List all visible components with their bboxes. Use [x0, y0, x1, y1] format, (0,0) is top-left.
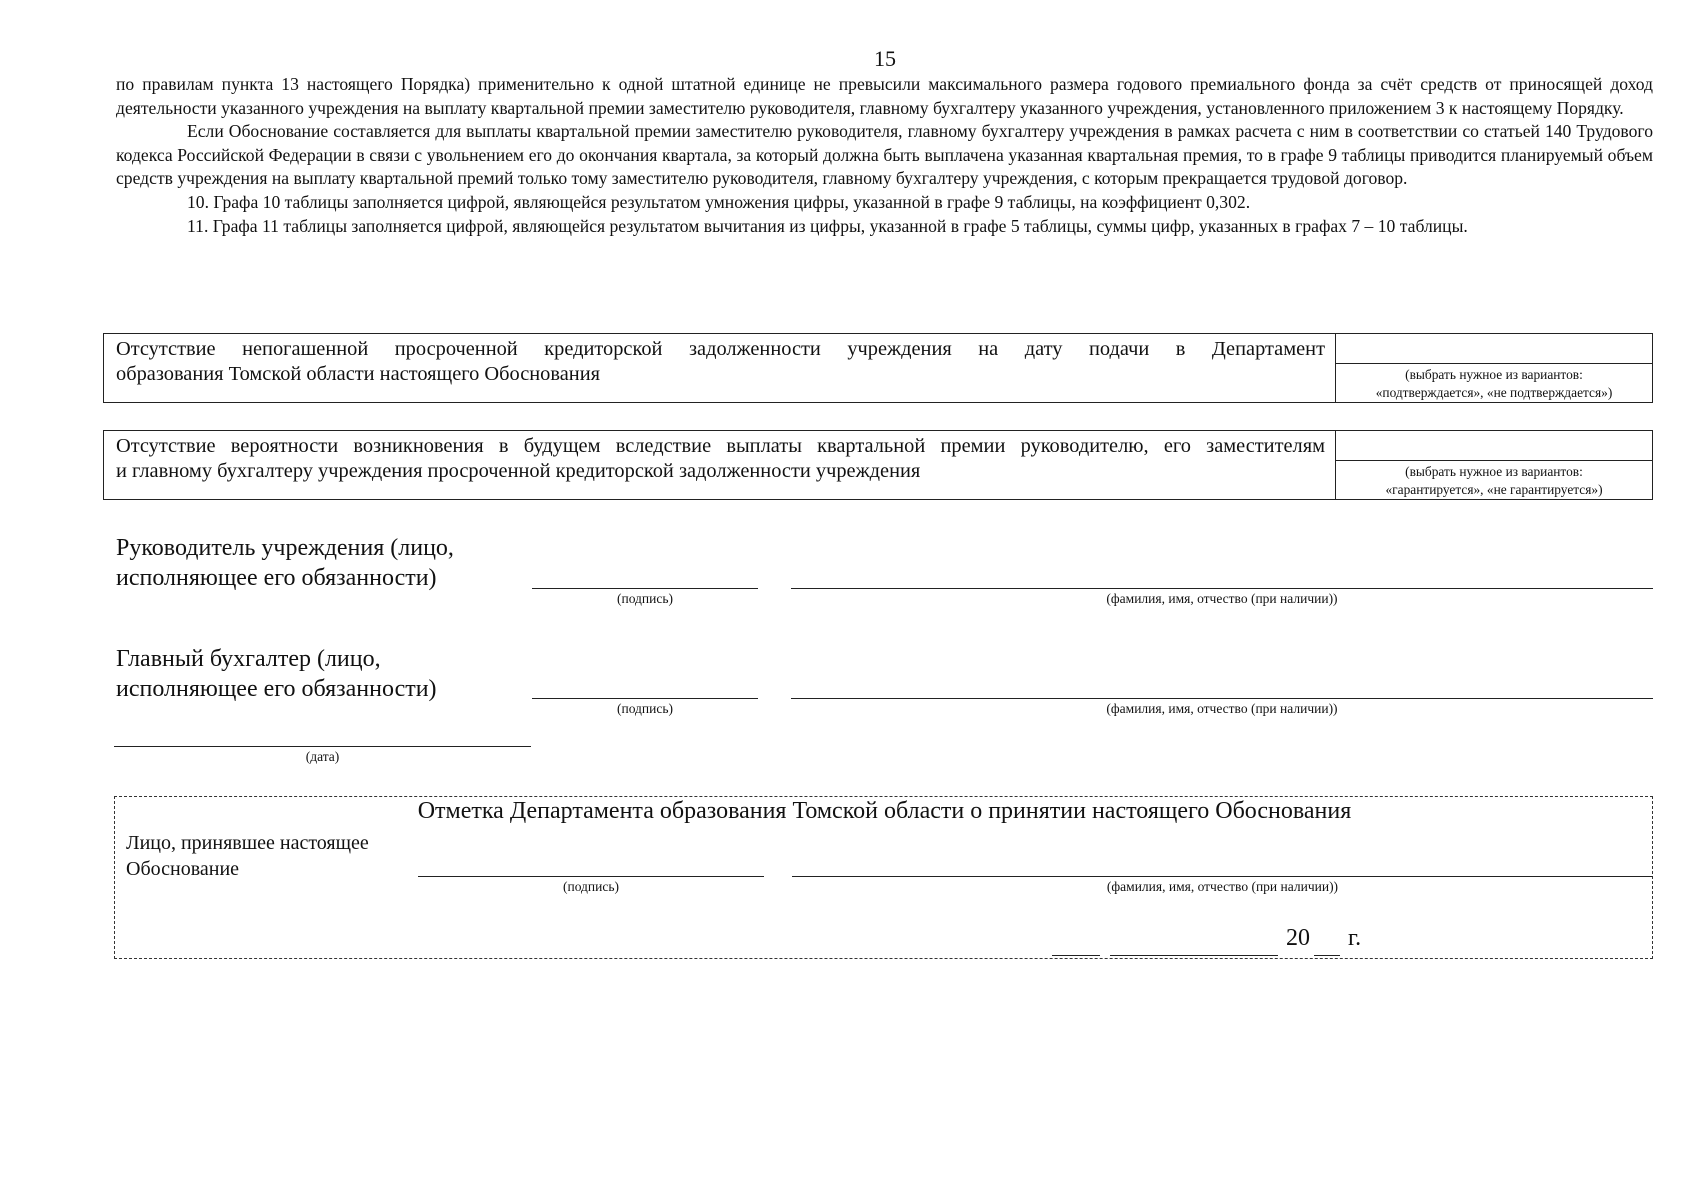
confirmation-statement [104, 334, 1336, 402]
department-signature-line[interactable] [418, 876, 764, 877]
paragraph-item-10: 10. Графа 10 таблицы заполняется цифрой, являющейся результатом умножения цифры, указанной в графе 9 таблицы, на коэффициент 0,302. [187, 191, 1251, 212]
confirmation-answer-column [1336, 431, 1652, 499]
accountant-name-caption: (фамилия, имя, отчество (при наличии)) [1106, 701, 1338, 716]
department-name-caption: (фамилия, имя, отчество (при наличии)) [1106, 879, 1339, 894]
confirmation-statement [104, 431, 1336, 499]
head-name-caption: (фамилия, имя, отчество (при наличии)) [1106, 591, 1338, 606]
accepting-person-line1: Лицо, принявшее настоящее [126, 832, 369, 854]
accountant-label-line2: исполняющее его обязанности) [116, 676, 437, 702]
confirmation-statement-line1: Отсутствие вероятности возникновения в будущем вследствие выплаты квартальной премии руководителю, его заместителям [116, 435, 1325, 457]
page-number: 15 [874, 46, 896, 71]
confirmation-answer-field[interactable] [1336, 431, 1652, 461]
confirmation-hint [1336, 364, 1652, 402]
department-signature-caption: (подпись) [562, 879, 620, 894]
confirmation-statement-line1: Отсутствие непогашенной просроченной кредиторской задолженности учреждения на дату подачи в Департамент [116, 338, 1325, 360]
paragraph-dismissal: Если Обоснование составляется для выплаты квартальной премии заместителю руководителя, главному бухгалтеру учреждения в рамках расчета с ним в соответствии со статьей 140 Трудового кодекса Российской Федерации в связи с увольнением его до окончания квартала, за который должна быть выплачена указанная квартальная премия, то в графе 9 таблицы приводится планируемый объем средств учреждения на выплату квартальной премий только тому заместителю руководителя, главному бухгалтеру учреждения, с которым прекращается трудовой договор. [116, 121, 1653, 189]
confirmation-hint [1336, 461, 1652, 499]
department-name-line[interactable] [792, 876, 1653, 877]
date-line[interactable] [114, 746, 531, 747]
confirmation-statement-line2: и главному бухгалтеру учреждения просроченной кредиторской задолженности учреждения [116, 460, 921, 482]
confirmation-answer-field[interactable] [1336, 334, 1652, 364]
head-signature-label [116, 533, 454, 593]
accepting-person-label [126, 830, 426, 882]
paragraph-item-11: 11. Графа 11 таблицы заполняется цифрой, являющейся результатом вычитания из цифры, указанной в графе 5 таблицы, суммы цифр, указанных в графах 7 – 10 таблицы. [187, 215, 1468, 236]
accountant-signature-caption: (подпись) [616, 701, 674, 716]
head-signature-caption: (подпись) [616, 591, 674, 606]
body-text [116, 73, 1653, 238]
department-acceptance-box [114, 796, 1653, 959]
head-signature-line[interactable] [532, 588, 758, 589]
head-name-line[interactable] [791, 588, 1653, 589]
hint-line1: (выбрать нужное из вариантов: [1405, 367, 1583, 382]
confirmation-answer-column [1336, 334, 1652, 402]
hint-line1: (выбрать нужное из вариантов: [1405, 464, 1583, 479]
head-label-line1: Руководитель учреждения (лицо, [116, 535, 454, 561]
date-caption: (дата) [305, 749, 340, 764]
confirmation-statement-line2: образования Томской области настоящего Обоснования [116, 363, 600, 385]
date-year-prefix: 20 [1286, 925, 1310, 951]
date-year-line[interactable] [1314, 955, 1340, 956]
confirmation-box-no-overdue-debt [103, 333, 1653, 403]
accountant-label-line1: Главный бухгалтер (лицо, [116, 646, 381, 672]
accountant-signature-label [116, 644, 437, 704]
hint-line2: «подтверждается», «не подтверждается») [1375, 385, 1613, 400]
date-year-suffix: г. [1348, 925, 1362, 951]
date-month-line[interactable] [1110, 955, 1278, 956]
hint-line2: «гарантируется», «не гарантируется») [1385, 482, 1603, 497]
accepting-person-line2: Обоснование [126, 858, 240, 880]
accountant-name-line[interactable] [791, 698, 1653, 699]
accountant-signature-line[interactable] [532, 698, 758, 699]
confirmation-box-no-future-debt [103, 430, 1653, 500]
paragraph-continuation: по правилам пункта 13 настоящего Порядка) применительно к одной штатной единице не превысили максимального размера годового премиального фонда за счёт средств от приносящей доход деятельности указанного учреждения на выплату квартальной премии заместителю руководителя, главному бухгалтеру указанного учреждения, установленного приложением 3 к настоящему Порядку. [116, 74, 1653, 118]
head-label-line2: исполняющее его обязанности) [116, 565, 437, 591]
date-day-line[interactable] [1052, 955, 1100, 956]
department-acceptance-title: Отметка Департамента образования Томской области о принятии настоящего Обоснования [417, 798, 1352, 824]
